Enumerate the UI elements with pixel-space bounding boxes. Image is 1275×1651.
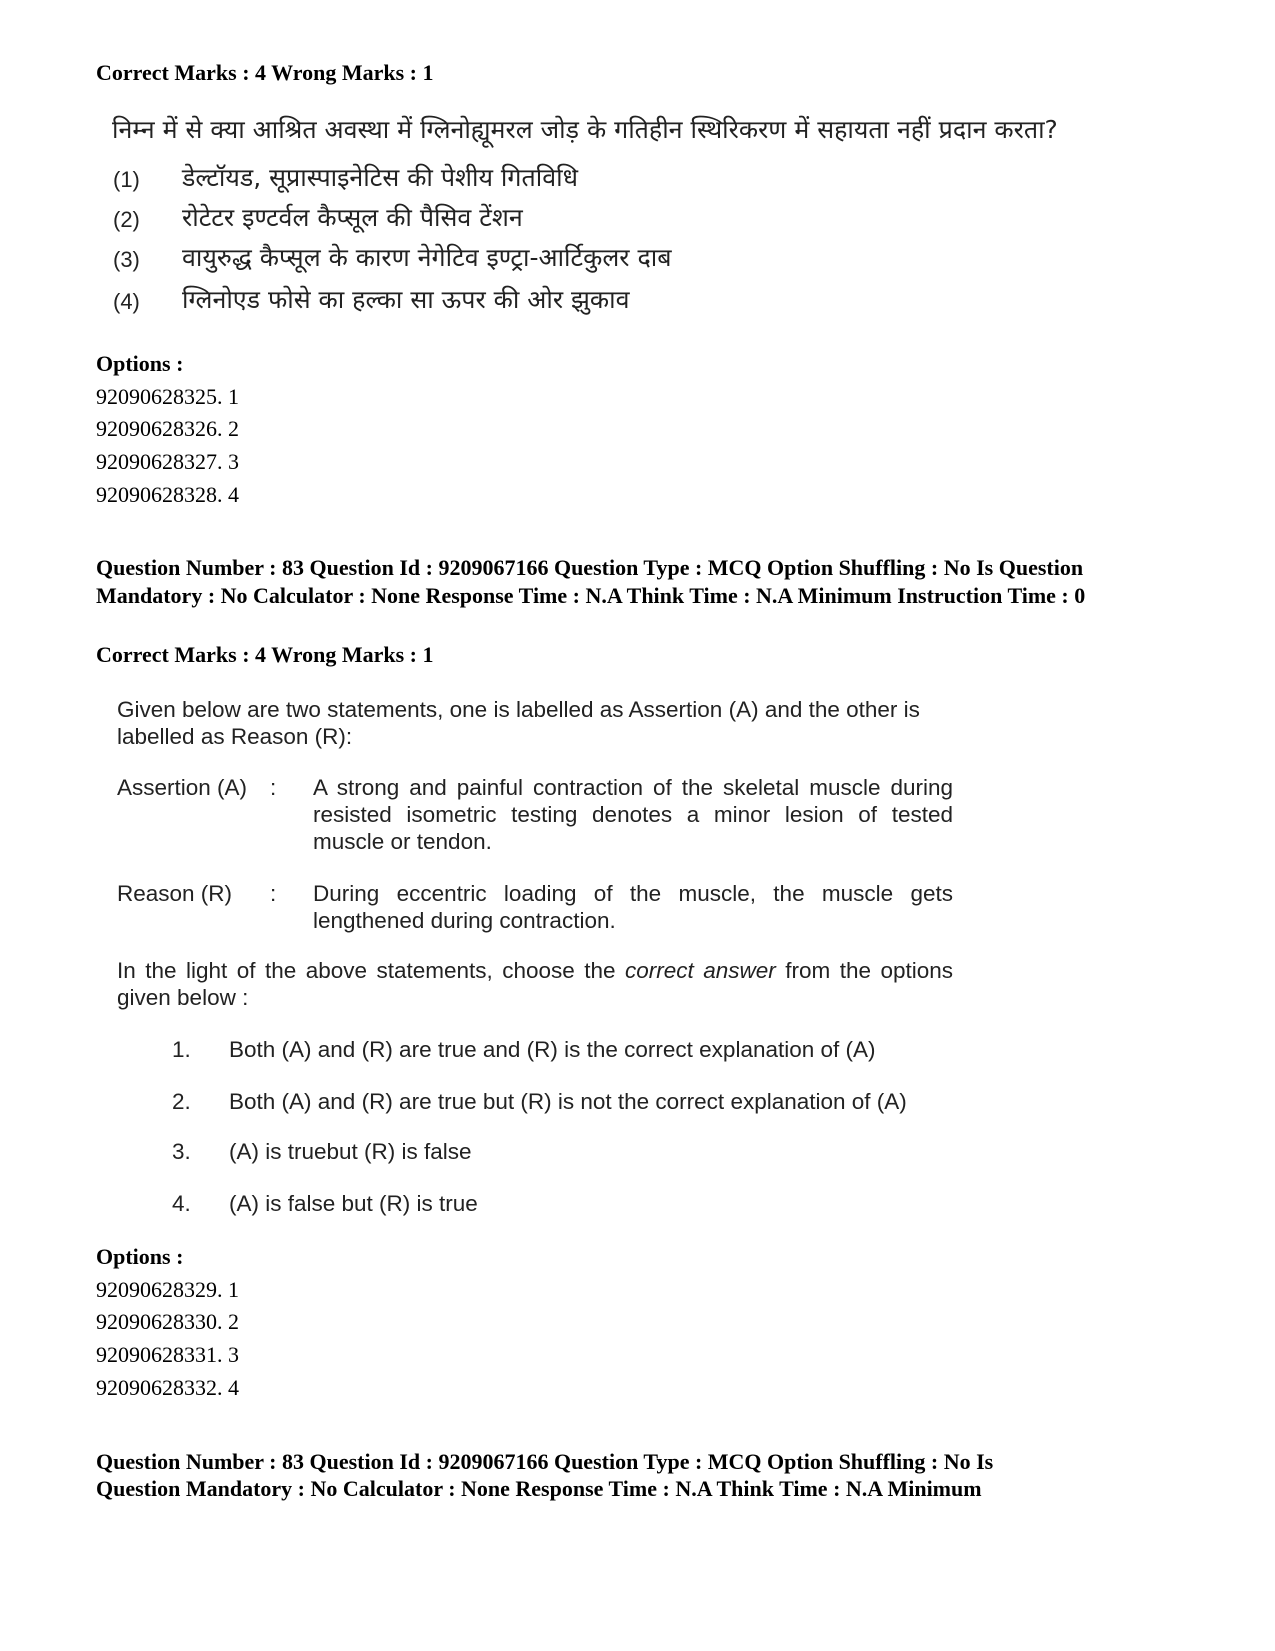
choice-text: Both (A) and (R) are true but (R) is not the correct explanation of (A)	[229, 1089, 907, 1114]
option-item: 92090628330. 2	[96, 1309, 239, 1334]
option-item: 92090628327. 3	[96, 449, 239, 474]
marks-line: Correct Marks : 4 Wrong Marks : 1	[96, 60, 434, 85]
prompt-after: from the options given below :	[117, 958, 953, 1010]
prompt-before: In the light of the above statements, choose the	[117, 958, 625, 983]
option-item: 92090628325. 1	[96, 384, 239, 409]
choice-number: 2.	[172, 1089, 191, 1114]
option-item: 92090628328. 4	[96, 482, 239, 507]
choice-number: (4)	[113, 289, 140, 314]
choice-text: (A) is truebut (R) is false	[229, 1139, 472, 1164]
marks-line: Correct Marks : 4 Wrong Marks : 1	[96, 642, 434, 667]
choice-number: 1.	[172, 1037, 191, 1062]
assertion-colon: :	[270, 775, 277, 800]
reason-text: During eccentric loading of the muscle, the muscle gets lengthened during contraction.	[313, 881, 953, 933]
option-item: 92090628332. 4	[96, 1375, 239, 1400]
choice-text: Both (A) and (R) are true and (R) is the correct explanation of (A)	[229, 1037, 876, 1062]
question-meta: Question Number : 83 Question Id : 9209067166 Question Type : MCQ Option Shuffling : No Is Question Mandatory : No Calculator : None Response Time : N.A Think Time : N.A Minimum Instruction Time : 0	[96, 555, 1086, 608]
options-label: Options :	[96, 351, 184, 376]
choice-number: (3)	[113, 247, 140, 272]
prompt-italic: correct answer	[625, 958, 776, 983]
intro-text: Given below are two statements, one is labelled as Assertion (A) and the other is labelled as Reason (R):	[117, 697, 920, 749]
question-text: निम्न में से क्या आश्रित अवस्था में ग्लिनोह्यूमरल जोड़ के गतिहीन स्थिरिकरण में सहायता नहीं प्रदान करता?	[112, 115, 1058, 144]
choice-text: (A) is false but (R) is true	[229, 1191, 478, 1216]
reason-label: Reason (R)	[117, 881, 233, 906]
choice-number: 4.	[172, 1191, 191, 1216]
question-meta-line: Question Mandatory : No Calculator : None Response Time : N.A Think Time : N.A Minimum	[96, 1476, 982, 1501]
choice-text: वायुरुद्ध कैप्सूल के कारण नेगेटिव इण्ट्रा-आर्टिकुलर दाब	[182, 243, 672, 272]
choice-text: रोटेटर इण्टर्वल कैप्सूल की पैसिव टेंशन	[182, 203, 523, 232]
choice-number: (2)	[113, 207, 140, 232]
choice-number: 3.	[172, 1139, 191, 1164]
assertion-label: Assertion (A)	[117, 775, 248, 800]
option-item: 92090628326. 2	[96, 416, 239, 441]
reason-colon: :	[270, 881, 277, 906]
assertion-text: A strong and painful contraction of the skeletal muscle during resisted isometric testing denotes a minor lesion of tested muscle or tendon.	[313, 775, 953, 854]
choice-text: ग्लिनोएड फोसे का हल्का सा ऊपर की ओर झुकाव	[182, 285, 630, 314]
options-label: Options :	[96, 1244, 184, 1269]
choice-number: (1)	[113, 167, 140, 192]
option-item: 92090628329. 1	[96, 1277, 239, 1302]
prompt-text	[117, 957, 953, 1011]
question-meta-line: Question Number : 83 Question Id : 9209067166 Question Type : MCQ Option Shuffling : No Is	[96, 1449, 994, 1474]
choice-text: डेल्टॉयड, सूप्रास्पाइनेटिस की पेशीय गितविधि	[182, 163, 578, 192]
option-item: 92090628331. 3	[96, 1342, 239, 1367]
